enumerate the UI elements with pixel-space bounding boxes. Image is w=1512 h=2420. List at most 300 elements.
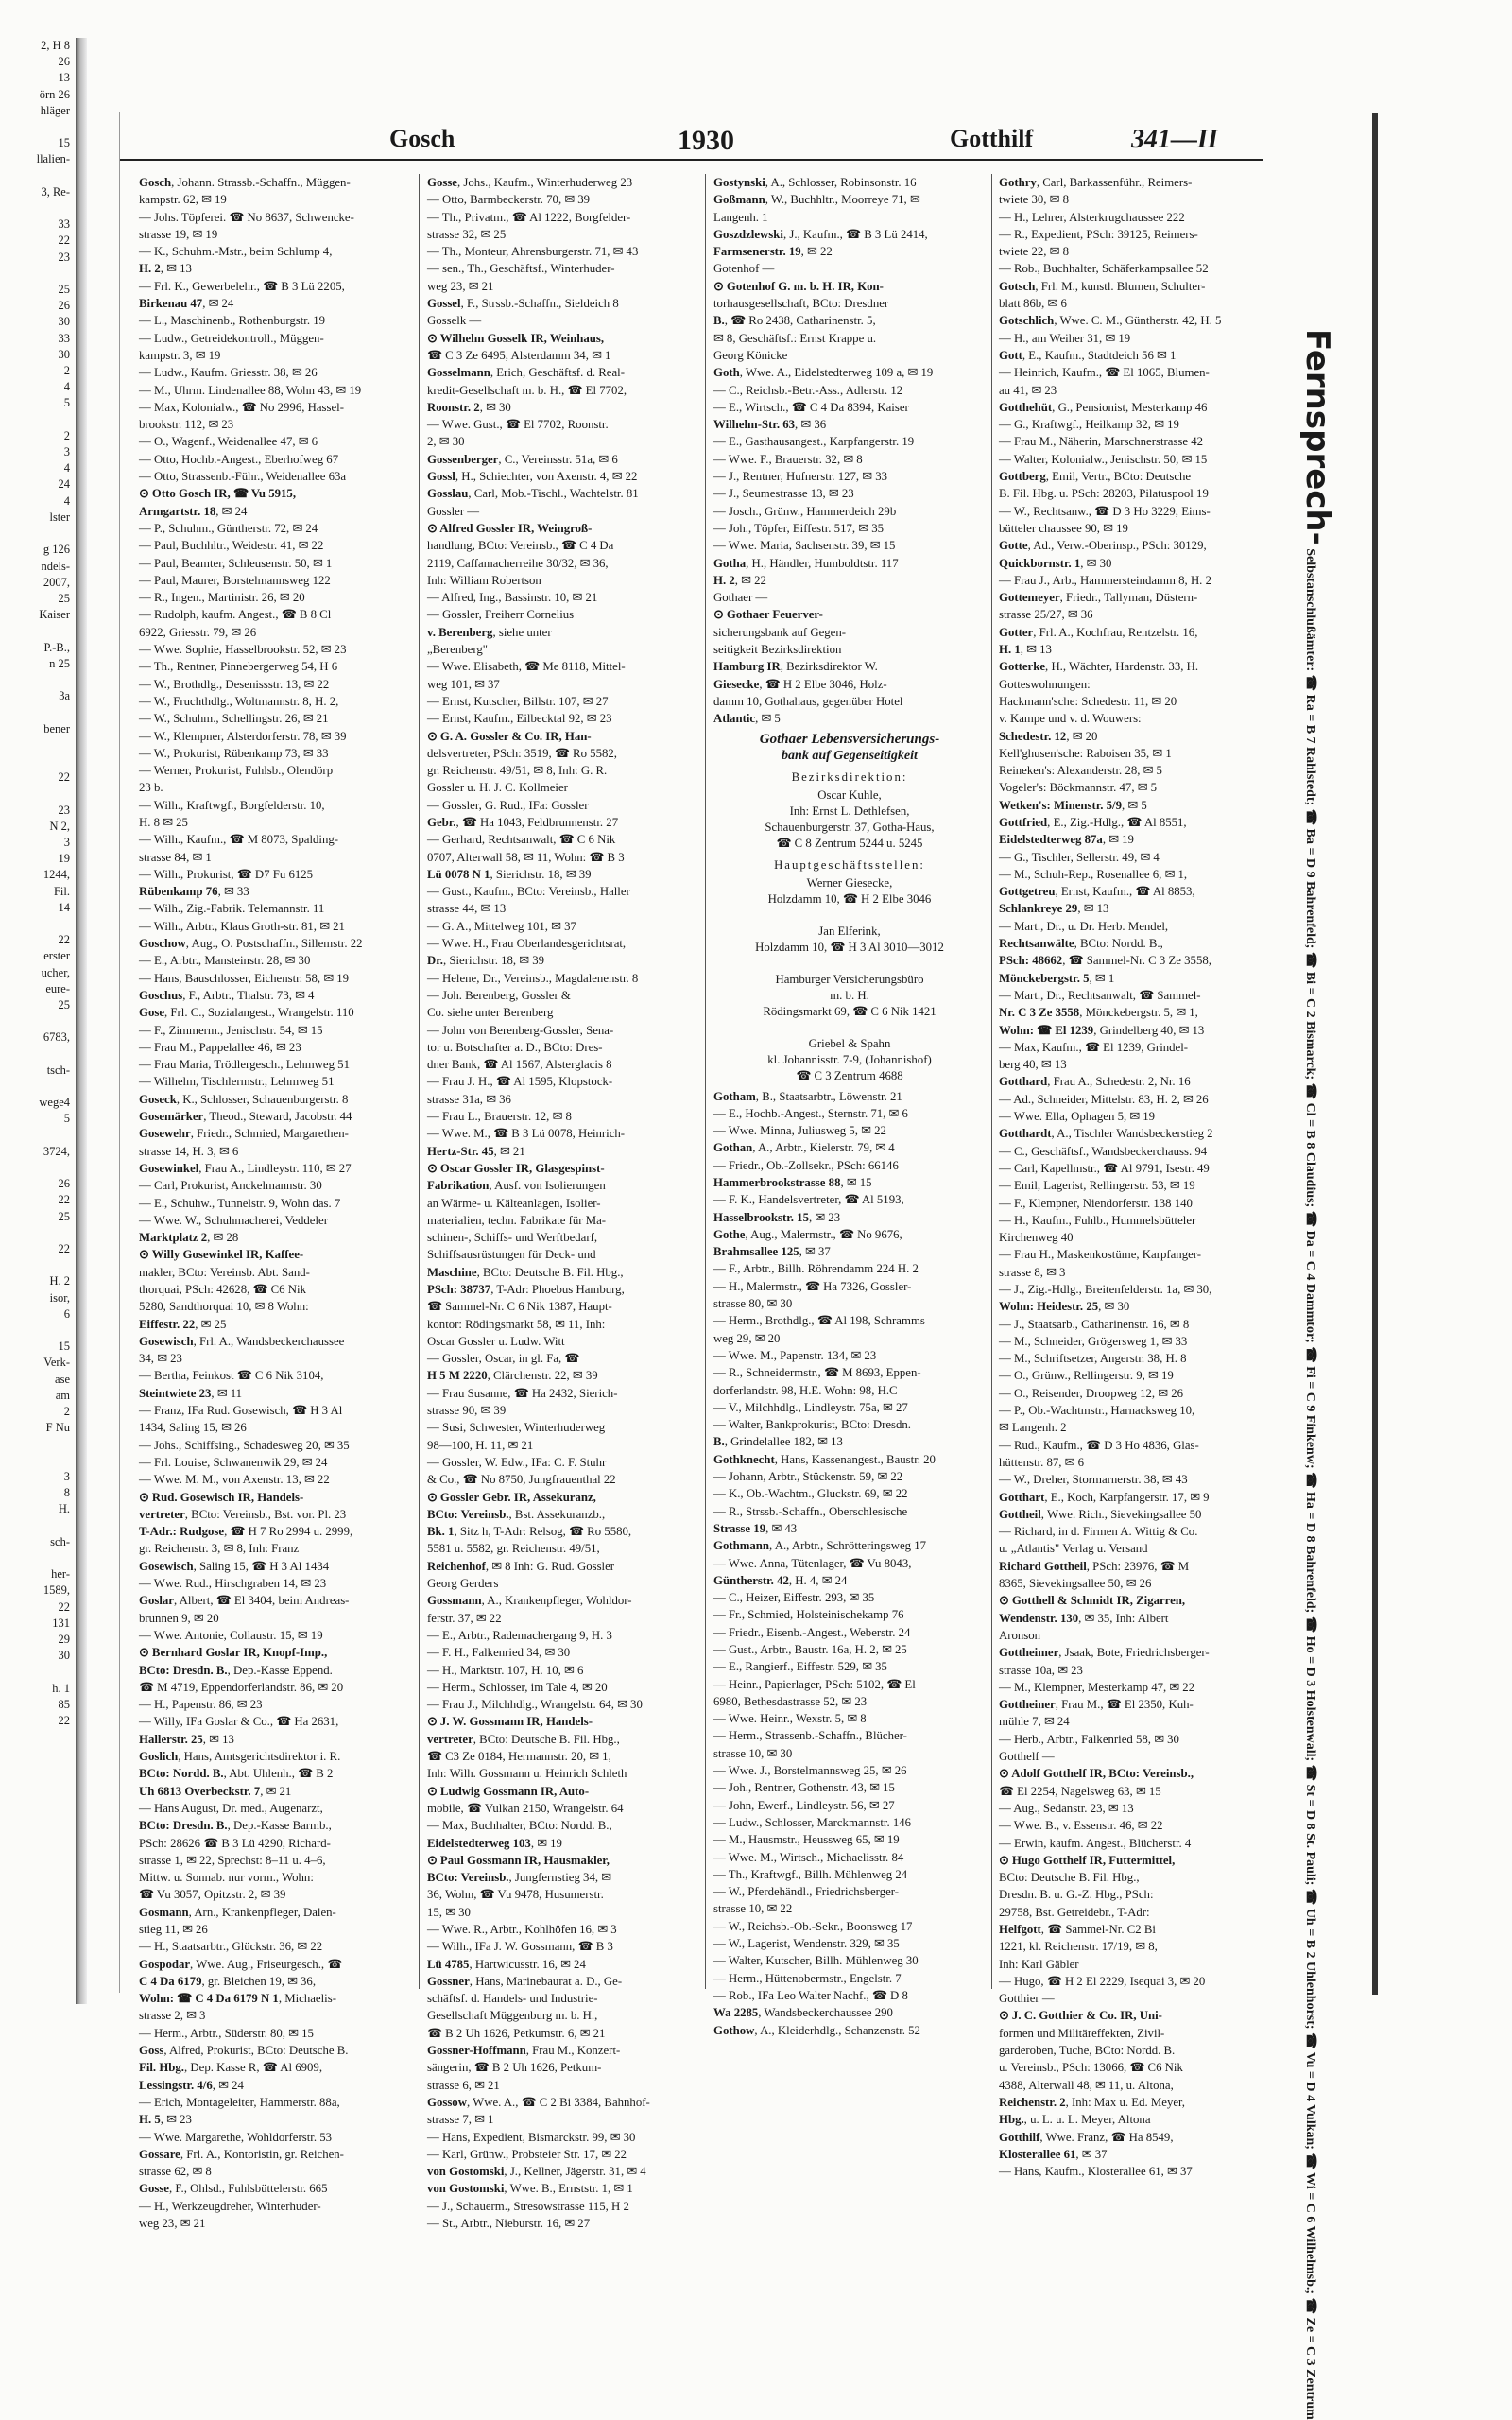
list-item: u. „Atlantis" Verlag u. Versand — [999, 1542, 1148, 1556]
list-item: — Wwe. Heinr., Wexstr. 5, ✉ 8 — [713, 1712, 867, 1726]
list-item: Gossenberger, C., Vereinsstr. 51a, ✉ 6 — [427, 452, 618, 466]
list-item: twiete 22, ✉ 8 — [999, 245, 1069, 259]
list-item: gr. Reichenstr. 49/51, ✉ 8, Inh: G. R. — [427, 764, 608, 778]
ad-subheading: Bezirksdirektion: — [791, 769, 908, 784]
list-item: Rübenkamp 76, ✉ 33 — [139, 885, 249, 899]
page-number: 341—II — [1131, 125, 1218, 154]
list-item: strasse 25/27, ✉ 36 — [999, 608, 1093, 622]
list-item: Georg Gerders — [427, 1577, 499, 1591]
list-item: gr. Reichenstr. 3, ✉ 8, Inh: Franz — [139, 1542, 300, 1556]
list-item: — Ernst, Kaufm., Eilbecktal 92, ✉ 23 — [427, 712, 612, 726]
prev-page-fragment: N 2, — [49, 819, 70, 833]
column-1 — [139, 174, 411, 2231]
list-item: — Willy, IFa Goslar & Co., ☎ Ha 2631, — [139, 1715, 339, 1729]
list-item: — H., Kaufm., Fuhlb., Hummelsbütteler — [999, 1213, 1196, 1227]
prev-page-fragment — [0, 672, 76, 688]
prev-page-fragment: 26 — [58, 1177, 70, 1191]
list-item: strasse 31a, ✉ 36 — [427, 1092, 511, 1106]
list-item: 6980, Bethesdastrasse 52, ✉ 23 — [713, 1694, 868, 1708]
prev-page-fragment: 3 — [63, 1469, 70, 1483]
prev-page-fragment: lster — [49, 510, 70, 524]
list-item: — J., Seumestrasse 13, ✉ 23 — [713, 487, 854, 501]
list-item: H. 1, ✉ 13 — [999, 643, 1052, 657]
list-item: ⊙ Oscar Gossler IR, Glasgespinst- — [427, 1161, 605, 1175]
list-item: PSch: 28626 ☎ B 3 Lü 4290, Richard- — [139, 1836, 331, 1850]
prev-page-fragment: 23 — [58, 250, 70, 264]
list-item: — G., Tischler, Sellerstr. 49, ✉ 4 — [999, 850, 1160, 864]
list-item: sicherungsbank auf Gegen- — [713, 625, 847, 639]
list-item: C 4 Da 6179, gr. Bleichen 19, ✉ 36, — [139, 1974, 317, 1988]
list-item: Reineken's: Alexanderstr. 28, ✉ 5 — [999, 764, 1162, 778]
list-item: kampstr. 62, ✉ 19 — [139, 193, 227, 207]
list-item: — Hans August, Dr. med., Augenarzt, — [139, 1801, 323, 1815]
list-item: Gotte, Ad., Verw.-Oberinsp., PSch: 30129, — [999, 539, 1207, 553]
prev-page-fragment — [0, 1046, 76, 1063]
list-item: — W., Prokurist, Rübenkamp 73, ✉ 33 — [139, 746, 329, 760]
list-item: Brahmsallee 125, ✉ 37 — [713, 1245, 831, 1259]
list-item: Eiffestr. 22, ✉ 25 — [139, 1317, 227, 1331]
prev-page-fragment: H. — [58, 1502, 70, 1516]
list-item: PSch: 38737, T-Adr: Phoebus Hamburg, — [427, 1283, 625, 1296]
list-item: Gott, E., Kaufm., Stadtdeich 56 ✉ 1 — [999, 348, 1177, 362]
prev-page-fragment: ndels- — [41, 559, 70, 573]
list-item: — Wwe. Margarethe, Wohldorferstr. 53 — [139, 2130, 333, 2144]
list-item: Armgartstr. 18, ✉ 24 — [139, 504, 248, 518]
list-item: — W., Brothdlg., Desenissstr. 13, ✉ 22 — [139, 677, 330, 691]
column-rule — [705, 174, 706, 1989]
list-item: — Johs., Schiffsing., Schadesweg 20, ✉ 35 — [139, 1438, 350, 1452]
list-item: B., Grindelallee 182, ✉ 13 — [713, 1435, 843, 1449]
list-item: Gossl, H., Schiechter, von Axenstr. 4, ✉ 22 — [427, 470, 638, 484]
list-item: — W., Fruchthdlg., Woltmannstr. 8, H. 2, — [139, 694, 339, 708]
list-item: Wilhelm-Str. 63, ✉ 36 — [713, 418, 827, 432]
list-item: — V., Milchhdlg., Lindleystr. 75a, ✉ 27 — [713, 1400, 908, 1414]
list-item: Jan Elferink, — [818, 924, 881, 938]
list-item: — Frau Maria, Trödlergesch., Lehmweg 51 — [139, 1058, 350, 1072]
list-item: Gottfried, E., Zig.-Hdlg., ☎ Al 8551, — [999, 815, 1187, 829]
list-item: v. Berenberg, siehe unter — [427, 625, 552, 639]
list-item: — H., Staatsarbtr., Glückstr. 36, ✉ 22 — [139, 1940, 323, 1954]
list-item: — Th., Rentner, Pinnebergerweg 54, H 6 — [139, 660, 338, 674]
list-item: — sen., Th., Geschäftsf., Winterhuder- — [427, 262, 615, 276]
list-item: Inh: Ernst L. Dethlefsen, — [789, 804, 910, 818]
list-item: — Mart., Dr., Rechtsanwalt, ☎ Sammel- — [999, 988, 1201, 1002]
list-item: Rödingsmarkt 69, ☎ C 6 Nik 1421 — [763, 1004, 936, 1018]
prev-page-fragment: 33 — [58, 217, 70, 232]
list-item: — Joh., Töpfer, Eiffestr. 517, ✉ 35 — [713, 521, 884, 535]
list-item: — M., Uhrm. Lindenallee 88, Wohn 43, ✉ 19 — [139, 383, 362, 397]
prev-page-fragment: 25 — [58, 997, 70, 1011]
list-item: — Wwe. F., Brauerstr. 32, ✉ 8 — [713, 452, 863, 466]
list-item: strasse 32, ✉ 25 — [427, 227, 507, 241]
list-item: — Frau M., Näherin, Marschnerstrasse 42 — [999, 435, 1204, 449]
list-item: BCto: Dresdn. B., Dep.-Kasse Eppend. — [139, 1663, 333, 1677]
list-item: ⊙ Paul Gossmann IR, Hausmakler, — [427, 1853, 610, 1867]
list-item: — Rob., IFa Leo Walter Nachf., ☎ D 8 — [713, 1988, 908, 2002]
list-item: — Wwe. H., Frau Oberlandesgerichtsrat, — [427, 937, 627, 951]
list-item: — Frl. K., Gewerbelehr., ☎ B 3 Lü 2205, — [139, 279, 345, 293]
list-item: Mittw. u. Sonnab. nur vorm., Wohn: — [139, 1871, 314, 1885]
list-item: Fabrikation, Ausf. von Isolierungen — [427, 1179, 606, 1193]
prev-page-fragment: 29 — [58, 1632, 70, 1646]
list-item: — Heinr., Papierlager, PSch: 5102, ☎ El — [713, 1677, 916, 1691]
list-item: damm 10, Gothahaus, gegenüber Hotel — [713, 694, 903, 708]
list-item: Wetken's: Minenstr. 5/9, ✉ 5 — [999, 798, 1147, 812]
list-item: Gosewinkel, Frau A., Lindleystr. 110, ✉ 27 — [139, 1161, 352, 1175]
list-item: Uh 6813 Overbeckstr. 7, ✉ 21 — [139, 1784, 292, 1798]
list-item: Inh: William Robertson — [427, 573, 541, 587]
list-item: ⊙ Rud. Gosewisch IR, Handels- — [139, 1490, 304, 1504]
list-item: strasse 90, ✉ 39 — [427, 1404, 507, 1418]
prev-page-fragment: 131 — [52, 1616, 70, 1630]
prev-page-fragment: 3 — [63, 445, 70, 459]
list-item: — E., Wirtsch., ☎ C 4 Da 8394, Kaiser — [713, 400, 909, 414]
list-item: vertreter, BCto: Deutsche B. Fil. Hbg., — [427, 1732, 620, 1746]
list-item: Eidelstedterweg 87a, ✉ 19 — [999, 833, 1134, 847]
prev-page-fragment — [0, 1257, 76, 1273]
list-item: — F. K., Handelsvertreter, ☎ Al 5193, — [713, 1193, 904, 1207]
list-item: — Susi, Schwester, Winterhuderweg — [427, 1421, 606, 1435]
list-item: — Wwe. Antonie, Collaustr. 15, ✉ 19 — [139, 1628, 323, 1642]
list-item: Fil. Hbg., Dep. Kasse R, ☎ Al 6909, — [139, 2061, 323, 2075]
list-item: — F., Zimmerm., Jenischstr. 54, ✉ 15 — [139, 1023, 323, 1037]
list-item: — E., Arbtr., Mansteinstr. 28, ✉ 30 — [139, 954, 311, 968]
list-item: Lessingstr. 4/6, ✉ 24 — [139, 2078, 244, 2092]
list-item: strasse 10, ✉ 30 — [713, 1746, 793, 1760]
column-rule — [419, 174, 420, 1989]
list-item: — Mart., Dr., u. Dr. Herb. Mendel, — [999, 919, 1169, 933]
prev-page-fragment: 5 — [63, 1112, 70, 1126]
list-item: Giesecke, ☎ H 2 Elbe 3046, Holz- — [713, 677, 887, 691]
list-item: BCto: Deutsche B. Fil. Hbg., — [999, 1871, 1140, 1885]
list-item: Gothe, Aug., Malermstr., ☎ No 9676, — [713, 1227, 902, 1241]
list-item: 23 b. — [139, 781, 163, 795]
list-item: hüttenstr. 87, ✉ 6 — [999, 1455, 1084, 1469]
prev-page-fragment: 3, Re- — [41, 184, 70, 199]
prev-page-fragment: eure- — [45, 981, 70, 995]
list-item: ☎ C 3 Zentrum 4688 — [796, 1068, 903, 1082]
list-item: — Friedr., Eisenb.-Angest., Weberstr. 24 — [713, 1625, 911, 1639]
list-item: — Wwe. M., ☎ B 3 Lü 0078, Heinrich- — [427, 1127, 626, 1141]
list-item: brookstr. 112, ✉ 23 — [139, 418, 234, 432]
list-item: makler, BCto: Vereinsb. Abt. Sand- — [139, 1265, 310, 1279]
list-item: — H., Papenstr. 86, ✉ 23 — [139, 1698, 263, 1712]
list-item: — E., Arbtr., Rademachergang 9, H. 3 — [427, 1628, 612, 1642]
list-item: Farmsenerstr. 19, ✉ 22 — [713, 245, 833, 259]
list-item: Gossmann, A., Krankenpfleger, Wohldor- — [427, 1594, 632, 1608]
list-item: Werner Giesecke, — [806, 875, 893, 890]
ad-title: bank auf Gegenseitigkeit — [782, 748, 918, 763]
prev-page-fragment: 1244, — [43, 868, 70, 882]
prev-page-fragment: 22 — [58, 933, 70, 947]
list-item: — Herm., Brothdlg., ☎ Al 198, Schramms — [713, 1314, 925, 1328]
list-item: Gosewehr, Friedr., Schmied, Margarethen- — [139, 1127, 349, 1141]
list-item: kontor: Rödingsmarkt 58, ✉ 11, Inh: — [427, 1317, 606, 1331]
list-item: an Wärme- u. Kälteanlagen, Isolier- — [427, 1196, 601, 1210]
list-item: Wa 2285, Wandsbeckerchaussee 290 — [713, 2006, 893, 2020]
list-item: ⊙ Wilhelm Gosselk IR, Weinhaus, — [427, 331, 605, 345]
prev-page-fragment — [0, 412, 76, 428]
list-item: — Gust., Kaufm., BCto: Vereinsb., Haller — [427, 885, 630, 899]
prev-page-fragment: erster — [43, 949, 70, 963]
list-item: B. Fil. Hbg. u. PSch: 28203, Pilatuspool 19 — [999, 487, 1209, 501]
list-item: — Helene, Dr., Vereinsb., Magdalenenstr. 8 — [427, 971, 639, 985]
list-item: weg 23, ✉ 21 — [139, 2217, 206, 2231]
list-item: Gossel, F., Strssb.-Schaffn., Sieldeich 8 — [427, 297, 619, 311]
list-item: — Paul, Beamter, Schleusenstr. 50, ✉ 1 — [139, 556, 333, 570]
list-item: — Wwe. Ella, Ophagen 5, ✉ 19 — [999, 1110, 1156, 1124]
list-item: — W., Schuhm., Schellingstr. 26, ✉ 21 — [139, 712, 329, 726]
list-item: — Franz, IFa Rud. Gosewisch, ☎ H 3 Al — [139, 1404, 343, 1418]
prev-page-fragment: 25 — [58, 283, 70, 297]
list-item: Gosewisch, Saling 15, ☎ H 3 Al 1434 — [139, 1559, 330, 1573]
prev-page-fragment: 3a — [59, 689, 70, 703]
list-item: Goschus, F., Arbtr., Thalstr. 73, ✉ 4 — [139, 988, 315, 1002]
list-item: Gosselk — — [427, 314, 482, 328]
prev-page-fragment: 85 — [58, 1697, 70, 1711]
list-item: ⊙ Ludwig Gossmann IR, Auto- — [427, 1784, 590, 1798]
prev-page-fragment: 6783, — [43, 1030, 70, 1045]
list-item: 1221, kl. Reichenstr. 17/19, ✉ 8, — [999, 1940, 1158, 1954]
telephone-exchange-sidebar — [1278, 329, 1344, 2420]
list-item: Rechtsanwälte, BCto: Nordd. B., — [999, 937, 1163, 951]
prev-page-fragment — [0, 737, 76, 753]
list-item: formen und Militäreffekten, Zivil- — [999, 2026, 1165, 2040]
list-item: — Rud., Kaufm., ☎ D 3 Ho 4836, Glas- — [999, 1438, 1199, 1452]
list-item: Gebr., ☎ Ha 1043, Feldbrunnenstr. 27 — [427, 815, 619, 829]
list-item: H. 2, ✉ 22 — [713, 573, 766, 587]
list-item: — Wwe. Maria, Sachsenstr. 39, ✉ 15 — [713, 539, 896, 553]
prev-page-fragment: g 126 — [43, 543, 70, 557]
list-item: — Rudolph, kaufm. Angest., ☎ B 8 Cl — [139, 608, 332, 622]
list-item: — W., Klempner, Alsterdorferstr. 78, ✉ 39 — [139, 729, 347, 743]
prev-page-fragment: 4 — [63, 380, 70, 394]
list-item: — W., Pferdehändl., Friedrichsberger- — [713, 1885, 900, 1899]
list-item: — C., Geschäftsf., Wandsbeckerchauss. 94 — [999, 1144, 1208, 1158]
list-item: 0707, Alterwall 58, ✉ 11, Wohn: ☎ B 3 — [427, 850, 625, 864]
list-item: strasse 44, ✉ 13 — [427, 902, 507, 916]
list-item: strasse 8, ✉ 3 — [999, 1265, 1066, 1279]
list-item: BCto: Dresdn. B., Dep.-Kasse Barmb., — [139, 1819, 332, 1833]
list-item: — Wwe. Anna, Tütenlager, ☎ Vu 8043, — [713, 1556, 912, 1570]
prev-page-fragment: 4 — [63, 461, 70, 475]
list-item: — Karl, Grünw., Probsteier Str. 17, ✉ 22 — [427, 2147, 627, 2161]
list-item: Inh: Karl Gäbler — [999, 1957, 1079, 1971]
prev-page-fragment: 15 — [58, 136, 70, 150]
list-item: — C., Heizer, Eiffestr. 293, ✉ 35 — [713, 1591, 875, 1605]
list-item: 6922, Griesstr. 79, ✉ 26 — [139, 625, 257, 639]
header-left-keyword: Gosch — [389, 125, 455, 152]
list-item: — J., Zig.-Hdlg., Breitenfelderstr. 1a, ✉ 30, — [999, 1283, 1212, 1296]
list-item: — W., Lagerist, Wendenstr. 329, ✉ 35 — [713, 1937, 900, 1951]
prev-page-fragment: 3 — [63, 835, 70, 849]
list-item: — Erich, Montageleiter, Hammerstr. 88a, — [139, 2095, 340, 2109]
prev-page-fragment: 26 — [58, 55, 70, 69]
list-item: 2, ✉ 30 — [427, 435, 465, 449]
prev-page-fragment: 25 — [58, 1209, 70, 1223]
list-item: — M., Schneider, Grögersweg 1, ✉ 33 — [999, 1334, 1188, 1348]
list-item: Langenh. 1 — [713, 210, 768, 224]
prev-page-fragment: bener — [43, 721, 70, 735]
list-item: ☎ M 4719, Eppendorferlandstr. 86, ✉ 20 — [139, 1680, 344, 1694]
list-item: Griebel & Spahn — [808, 1036, 891, 1050]
list-item: strasse 19, ✉ 19 — [139, 227, 218, 241]
list-item: — R., Strssb.-Schaffn., Oberschlesische — [713, 1504, 908, 1518]
list-item: Reichenhof, ✉ 8 Inh: G. Rud. Gossler — [427, 1559, 615, 1573]
list-item: strasse 1, ✉ 22, Sprechst: 8–11 u. 4–6, — [139, 1853, 326, 1867]
list-item: sängerin, ☎ B 2 Uh 1626, Petkum- — [427, 2061, 602, 2075]
column-2 — [427, 174, 697, 2231]
previous-page-fragment — [0, 38, 77, 2004]
list-item: Co. siehe unter Berenberg — [427, 1006, 554, 1020]
list-item: BCto: Vereinsb., Jungfernstieg 34, ✉ — [427, 1871, 611, 1885]
list-item: Hamburg IR, Bezirksdirektor W. — [713, 660, 878, 674]
list-item: — Gossler, G. Rud., IFa: Gossler — [427, 798, 589, 812]
list-item: — Th., Kraftwgf., Billh. Mühlenweg 24 — [713, 1867, 908, 1881]
list-item: Gose, Frl. C., Sozialangest., Wrangelstr. 110 — [139, 1006, 354, 1020]
list-item: ☎ B 2 Uh 1626, Petkumstr. 6, ✉ 21 — [427, 2026, 606, 2040]
prev-page-fragment: 5 — [63, 396, 70, 410]
list-item: Oscar Kuhle, — [817, 787, 882, 802]
list-item: — Wwe. Rud., Hirschgraben 14, ✉ 23 — [139, 1577, 327, 1591]
list-item: mühle 7, ✉ 24 — [999, 1715, 1070, 1729]
prev-page-fragment: F Nu — [45, 1421, 70, 1435]
list-item: Gottgetreu, Ernst, Kaufm., ☎ Al 8853, — [999, 885, 1195, 899]
list-item: — W., Dreher, Stormarnerstr. 38, ✉ 43 — [999, 1473, 1188, 1487]
list-item: Nr. C 3 Ze 3558, Mönckebergstr. 5, ✉ 1, — [999, 1006, 1198, 1020]
prev-page-fragment — [0, 266, 76, 282]
list-item: — W., Rechtsanw., ☎ D 3 Ho 3229, Eims- — [999, 504, 1211, 518]
prev-page-fragment — [0, 1664, 76, 1680]
list-item: — Max, Kolonialw., ☎ No 2996, Hassel- — [139, 400, 344, 414]
prev-page-fragment — [0, 623, 76, 639]
prev-page-fragment: 2 — [63, 1405, 70, 1419]
prev-page-fragment: ase — [55, 1372, 70, 1386]
prev-page-fragment — [0, 1225, 76, 1241]
list-item: twiete 30, ✉ 8 — [999, 193, 1069, 207]
list-item: Gosslau, Carl, Mob.-Tischl., Wachtelstr. 81 — [427, 487, 639, 501]
list-item: Wohn: ☎ C 4 Da 6179 N 1, Michaelis- — [139, 1992, 336, 2006]
prev-page-fragment: H. 2 — [49, 1274, 70, 1288]
list-item: — Gossler, W. Edw., IFa: C. F. Stuhr — [427, 1455, 607, 1469]
list-item: — Frau H., Maskenkostüme, Karpfanger- — [999, 1248, 1202, 1262]
list-item: H. 5, ✉ 23 — [139, 2113, 192, 2127]
list-item: von Gostomski, J., Kellner, Jägerstr. 31, ✉ 4 — [427, 2165, 646, 2179]
list-item: BCto: Nordd. B., Abt. Uhlenh., ☎ B 2 — [139, 1767, 334, 1781]
list-item: Inh: Wilh. Gossmann u. Heinrich Schleth — [427, 1767, 627, 1781]
list-item: Marktplatz 2, ✉ 28 — [139, 1231, 239, 1245]
list-item: — O., Wagenf., Weidenallee 47, ✉ 6 — [139, 435, 318, 449]
list-item: ⊙ Gossler Gebr. IR, Assekuranz, — [427, 1490, 596, 1504]
list-item: — J., Schauerm., Stresowstrasse 115, H 2 — [427, 2199, 629, 2213]
prev-page-fragment: 2007, — [43, 575, 70, 589]
list-item: Gothow, A., Kleiderhdlg., Schanzenstr. 52 — [713, 2023, 920, 2037]
list-item: — Wwe. Minna, Juliusweg 5, ✉ 22 — [713, 1124, 886, 1138]
list-item: — Fr., Schmied, Holsteinischekamp 76 — [713, 1608, 904, 1622]
list-item: Gotter, Frl. A., Kochfrau, Rentzelstr. 16, — [999, 625, 1198, 639]
list-item: — Johs. Töpferei. ☎ No 8637, Schwencke- — [139, 210, 354, 224]
prev-page-fragment: 1589, — [43, 1583, 70, 1598]
list-item: — E., Rangierf., Eiffestr. 529, ✉ 35 — [713, 1660, 887, 1674]
list-item: ☎ Sammel-Nr. C 6 Nik 1387, Haupt- — [427, 1300, 612, 1314]
list-item: Kell'ghusen'sche: Raboisen 35, ✉ 1 — [999, 746, 1172, 760]
list-item: — L., Maschinenb., Rothenburgstr. 19 — [139, 314, 326, 328]
sidebar-title: Fernsprech- — [1298, 329, 1336, 545]
list-item: Roonstr. 2, ✉ 30 — [427, 400, 511, 414]
list-item: ⊙ Bernhard Goslar IR, Knopf-Imp., — [139, 1646, 328, 1660]
prev-page-fragment: 30 — [58, 347, 70, 361]
prev-page-fragment: 33 — [58, 331, 70, 345]
list-item: — Erwin, kaufm. Angest., Blücherstr. 4 — [999, 1836, 1192, 1850]
list-item: Gossner, Hans, Marinebaurat a. D., Ge- — [427, 1974, 623, 1988]
list-item: Gottheiner, Frau M., ☎ El 2350, Kuh- — [999, 1698, 1194, 1712]
list-item: Goss, Alfred, Prokurist, BCto: Deutsche B. — [139, 2044, 349, 2058]
list-item: strasse 10a, ✉ 23 — [999, 1663, 1083, 1677]
page-edge — [1372, 113, 1378, 1995]
list-item: — G., Kraftwgf., Heilkamp 32, ✉ 19 — [999, 418, 1179, 432]
list-item: strasse 84, ✉ 1 — [139, 850, 212, 864]
list-item: strasse 62, ✉ 8 — [139, 2165, 212, 2179]
list-item: m. b. H. — [830, 988, 869, 1002]
list-item: Goslar, Albert, ☎ El 3404, beim Andreas- — [139, 1594, 350, 1608]
prev-page-fragment — [0, 916, 76, 932]
list-item: — G. A., Mittelweg 101, ✉ 37 — [427, 919, 576, 933]
list-item: — Wilh., Prokurist, ☎ D7 Fu 6125 — [139, 867, 314, 881]
list-item: stieg 11, ✉ 26 — [139, 1922, 208, 1936]
prev-page-fragment — [0, 1550, 76, 1566]
list-item: 34, ✉ 23 — [139, 1352, 182, 1366]
list-item: Gothan, A., Arbtr., Kielerstr. 79, ✉ 4 — [713, 1141, 895, 1155]
list-item: Hasselbrookstr. 15, ✉ 23 — [713, 1210, 841, 1224]
list-item: Gotsch, Frl. M., kunstl. Blumen, Schulter- — [999, 279, 1206, 293]
list-item: ✉ 8, Geschäftsf.: Ernst Krappe u. — [713, 331, 877, 345]
list-item: 29758, Bst. Getreidebr., T-Adr: — [999, 1905, 1150, 1919]
list-item: — Gust., Arbtr., Baustr. 16a, H. 2, ✉ 25 — [713, 1643, 907, 1656]
prev-page-fragment: 14 — [58, 900, 70, 914]
prev-page-fragment: 26 — [58, 299, 70, 313]
list-item: Gosselmann, Erich, Geschäftsf. d. Real- — [427, 366, 625, 380]
list-item: — Paul, Buchhltr., Weidestr. 41, ✉ 22 — [139, 539, 324, 553]
list-item: Strasse 19, ✉ 43 — [713, 1521, 798, 1535]
list-item: Gothknecht, Hans, Kassenangest., Baustr. 20 — [713, 1452, 936, 1466]
list-item: Goßmann, W., Buchhltr., Moorreye 71, ✉ — [713, 193, 920, 207]
list-item: — Th., Monteur, Ahrensburgerstr. 71, ✉ 43 — [427, 245, 639, 259]
list-item: Quickbornstr. 1, ✉ 30 — [999, 556, 1112, 570]
list-item: — Wwe. Elisabeth, ☎ Me 8118, Mittel- — [427, 660, 626, 674]
list-item: „Berenberg" — [427, 643, 488, 657]
list-item: — E., Gasthausangest., Karpfangerstr. 19 — [713, 435, 915, 449]
prev-page-fragment: 22 — [58, 1599, 70, 1614]
list-item: — Wilh., Arbtr., Klaus Groth-str. 81, ✉ 21 — [139, 919, 345, 933]
list-item: — Herm., Hüttenobermstr., Engelstr. 7 — [713, 1971, 902, 1985]
list-item: Aronson — [999, 1628, 1041, 1642]
list-item: — Aug., Sedanstr. 23, ✉ 13 — [999, 1801, 1134, 1815]
list-item: Gossow, Wwe. A., ☎ C 2 Bi 3384, Bahnhof- — [427, 2095, 650, 2109]
list-item: — Hans, Expedient, Bismarckstr. 99, ✉ 30 — [427, 2130, 636, 2144]
list-item: — Frau L., Brauerstr. 12, ✉ 8 — [427, 1110, 572, 1124]
list-item: — Frau J., Milchhdlg., Wrangelstr. 64, ✉ 30 — [427, 1698, 643, 1712]
list-item: — Rob., Buchhalter, Schäferkampsallee 52 — [999, 262, 1209, 276]
list-item: Hbg., u. L. u. L. Meyer, Altona — [999, 2113, 1151, 2127]
list-item: & Co., ☎ No 8750, Jungfrauenthal 22 — [427, 1473, 616, 1487]
list-item: Gossner-Hoffmann, Frau M., Konzert- — [427, 2044, 621, 2058]
list-item: — Wwe. M., Papenstr. 134, ✉ 23 — [713, 1348, 877, 1362]
list-item: — Walter, Kutscher, Billh. Mühlenweg 30 — [713, 1954, 919, 1968]
list-item: — Wwe. B., v. Essenstr. 46, ✉ 22 — [999, 1819, 1163, 1833]
list-item: Gosewisch, Frl. A., Wandsbeckerchaussee — [139, 1334, 345, 1348]
list-item: Holzdamm 10, ☎ H 3 Al 3010—3012 — [755, 940, 944, 954]
prev-page-fragment: sch- — [50, 1534, 70, 1548]
